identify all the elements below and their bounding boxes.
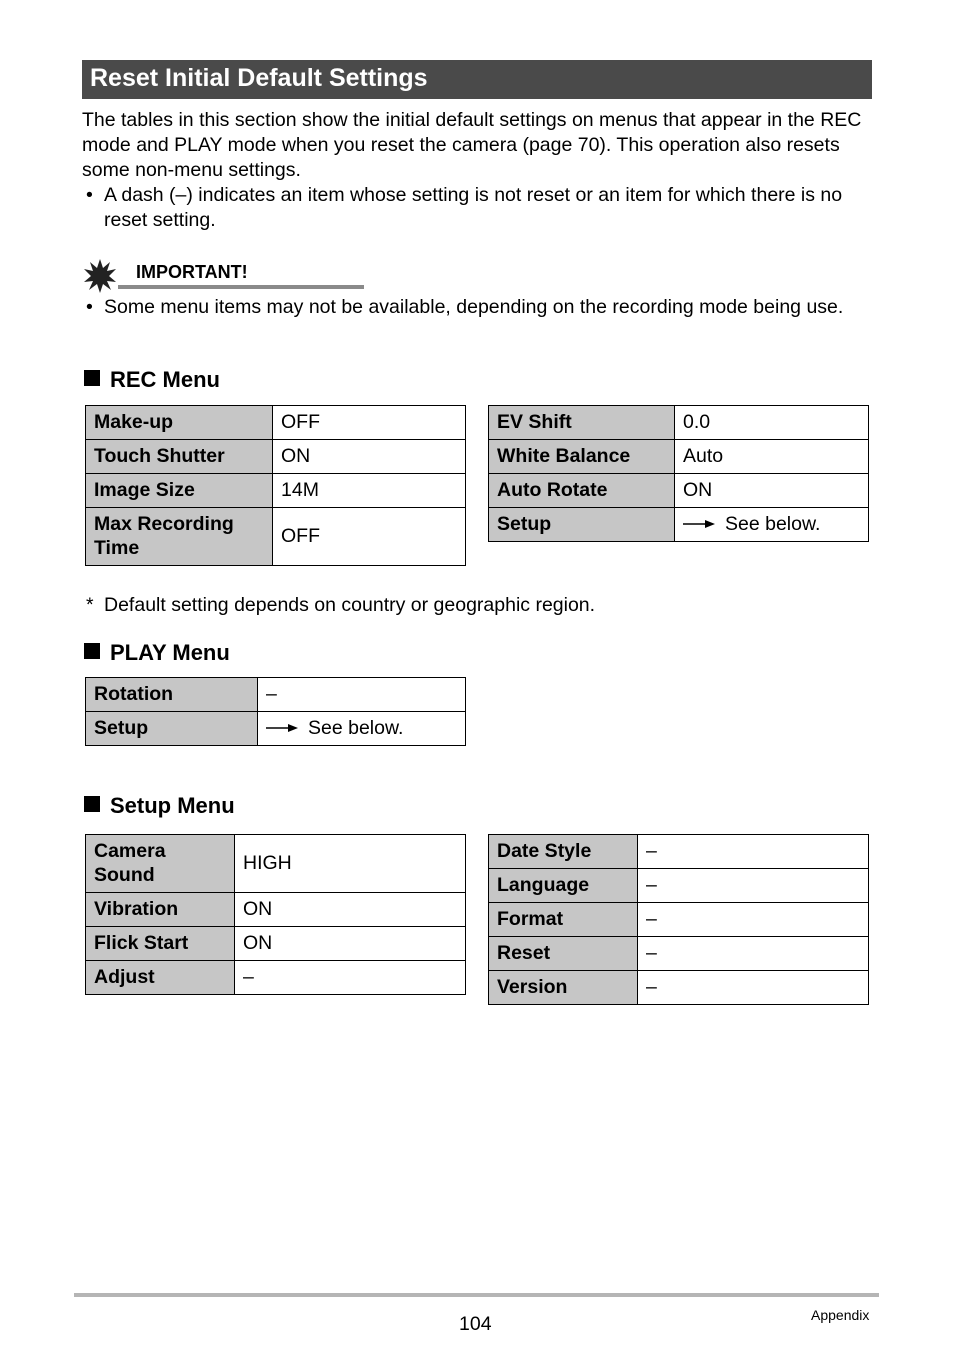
rec-menu-table-right — [488, 405, 869, 542]
rec-menu-table-left — [85, 405, 466, 566]
table-row — [489, 440, 869, 474]
table-row — [489, 835, 869, 869]
setting-value-text: See below. — [308, 717, 404, 739]
setup-menu-table-right — [488, 834, 869, 1005]
setting-value: HIGH — [235, 835, 466, 893]
rec-menu-footnote — [86, 594, 595, 617]
table-row — [489, 903, 869, 937]
footer-rule — [74, 1293, 879, 1297]
arrow-right-icon — [266, 723, 298, 733]
footnote-text: Default setting depends on country or geographic region. — [104, 594, 596, 616]
table-row — [86, 508, 466, 566]
setting-key: Setup — [489, 508, 675, 542]
table-row — [86, 406, 466, 440]
bullet-mark: • — [86, 184, 93, 206]
setting-key: Adjust — [86, 961, 235, 995]
table-row — [86, 440, 466, 474]
table-row — [86, 927, 466, 961]
setting-key: Language — [489, 869, 638, 903]
setting-value-text: See below. — [725, 513, 821, 535]
section-label: Appendix — [811, 1307, 870, 1323]
setting-value: 14M — [273, 474, 466, 508]
setting-key: EV Shift — [489, 406, 675, 440]
important-bullet — [82, 295, 872, 320]
rec-menu-heading — [84, 367, 220, 393]
square-bullet-icon — [84, 643, 100, 659]
setting-key: Rotation — [86, 678, 258, 712]
important-header — [80, 256, 290, 292]
table-row — [86, 712, 466, 746]
setting-key: Image Size — [86, 474, 273, 508]
setting-value: – — [638, 971, 869, 1005]
page-number: 104 — [459, 1313, 492, 1335]
setting-key: Reset — [489, 937, 638, 971]
setting-key: Auto Rotate — [489, 474, 675, 508]
setting-value: – — [638, 937, 869, 971]
title-bar — [82, 60, 872, 99]
setting-value — [675, 508, 869, 542]
setup-menu-heading-text: Setup Menu — [110, 793, 235, 818]
setting-key: Max Recording Time — [86, 508, 273, 566]
setting-value: – — [638, 835, 869, 869]
setting-value: Auto — [675, 440, 869, 474]
setup-menu-heading — [84, 793, 235, 819]
table-row — [489, 869, 869, 903]
table-row — [86, 474, 466, 508]
setting-value: OFF — [273, 406, 466, 440]
footnote-mark: * — [86, 594, 94, 616]
table-row — [86, 678, 466, 712]
setting-value: 0.0 — [675, 406, 869, 440]
burst-icon — [82, 258, 118, 294]
table-row — [489, 474, 869, 508]
page-title: Reset Initial Default Settings — [90, 64, 428, 92]
setting-key: White Balance — [489, 440, 675, 474]
intro-bullet — [82, 183, 872, 233]
setting-key: Flick Start — [86, 927, 235, 961]
setting-key: Make-up — [86, 406, 273, 440]
setting-key: Vibration — [86, 893, 235, 927]
setting-value: ON — [273, 440, 466, 474]
intro-bullet-text: A dash (–) indicates an item whose setting is not reset or an item for which there is no reset setting. — [104, 184, 843, 231]
setting-key: Camera Sound — [86, 835, 235, 893]
setting-value: ON — [675, 474, 869, 508]
setting-value: – — [235, 961, 466, 995]
important-label: IMPORTANT! — [136, 262, 248, 282]
important-note — [82, 295, 872, 320]
arrow-right-icon — [683, 519, 715, 529]
important-bullet-text: Some menu items may not be available, depending on the recording mode being use. — [104, 296, 844, 318]
table-row — [489, 971, 869, 1005]
setting-value: – — [638, 869, 869, 903]
setting-key: Touch Shutter — [86, 440, 273, 474]
setting-key: Version — [489, 971, 638, 1005]
setting-key: Format — [489, 903, 638, 937]
intro — [82, 108, 872, 233]
square-bullet-icon — [84, 370, 100, 386]
setting-value: ON — [235, 893, 466, 927]
play-menu-table — [85, 677, 466, 746]
setting-value: – — [258, 678, 466, 712]
table-row — [86, 893, 466, 927]
table-row — [489, 508, 869, 542]
table-row — [86, 961, 466, 995]
setting-value — [258, 712, 466, 746]
setting-value: OFF — [273, 508, 466, 566]
important-rule — [118, 285, 364, 289]
play-menu-heading-text: PLAY Menu — [110, 640, 230, 665]
setting-key: Setup — [86, 712, 258, 746]
table-row — [489, 406, 869, 440]
setting-value: ON — [235, 927, 466, 961]
table-row — [489, 937, 869, 971]
square-bullet-icon — [84, 796, 100, 812]
table-row — [86, 835, 466, 893]
bullet-mark: • — [86, 296, 93, 318]
intro-paragraph: The tables in this section show the initial default settings on menus that appear in the REC mode and PLAY mode when you reset the camera (page 70). This operation also resets some non-menu settings. — [82, 109, 862, 181]
rec-menu-heading-text: REC Menu — [110, 367, 220, 392]
setup-menu-table-left — [85, 834, 466, 995]
setting-value: – — [638, 903, 869, 937]
play-menu-heading — [84, 640, 230, 666]
setting-key: Date Style — [489, 835, 638, 869]
